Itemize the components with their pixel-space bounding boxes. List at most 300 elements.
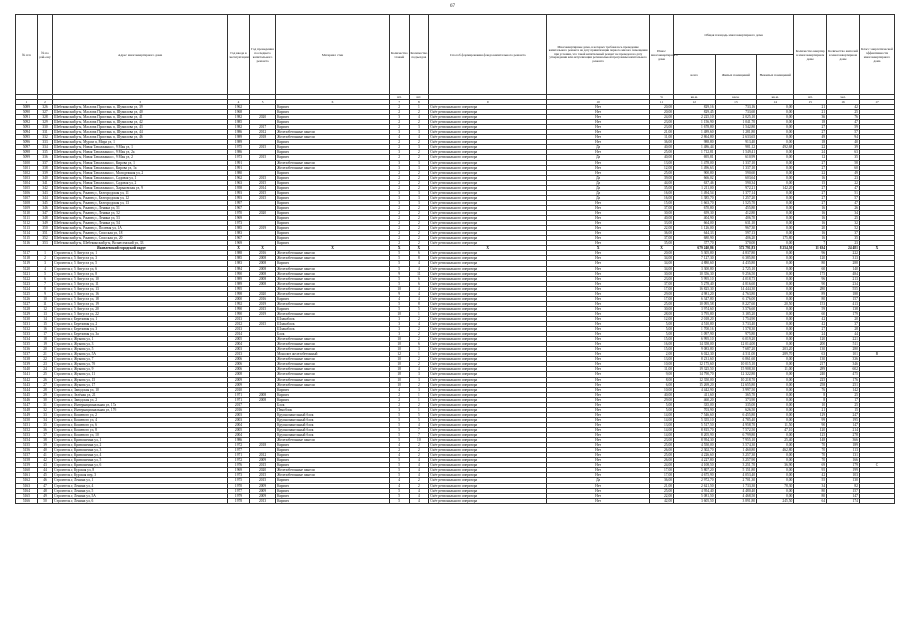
table-cell: Железобетонные панели — [276, 160, 390, 165]
table-cell: 6 019,20 — [715, 337, 757, 342]
table-cell: Да — [547, 185, 650, 190]
table-cell: 25,00 — [650, 301, 674, 306]
table-cell: Шебекинский р-н, Ржавец с, Ленина ул, 51 — [53, 205, 228, 210]
table-cell: Шебекинский р-н, Ржавец с, Ленина ул, 53 — [53, 216, 228, 221]
table-cell: 10 — [37, 296, 52, 301]
table-cell: Счёт регионального оператора — [429, 115, 547, 120]
table-cell: 5 — [389, 261, 409, 266]
table-cell: 42 — [37, 458, 52, 463]
table-cell: 5129 — [16, 311, 38, 316]
table-cell: 2 — [389, 145, 409, 150]
table-cell: 610,99 — [715, 155, 757, 160]
table-cell: Строитель г, Жукова ул, 3 — [53, 342, 228, 347]
table-cell: Нет — [547, 337, 650, 342]
table-cell: Кирпич — [276, 185, 390, 190]
table-cell: 4 468,50 — [715, 493, 757, 498]
table-cell: 2015 — [249, 175, 275, 180]
table-cell: 2 725,10 — [715, 266, 757, 271]
table-cell: 5091 — [16, 115, 38, 120]
table-cell: 1 211,00 — [674, 185, 716, 190]
table-cell: 2019 — [249, 311, 275, 316]
table-cell: 1983 — [228, 231, 250, 236]
table-cell: Строитель г, 5 Августа ул, 1 — [53, 251, 228, 256]
table-cell: 27 — [794, 185, 827, 190]
table-cell: 2 — [409, 170, 429, 175]
table-cell: 330 — [37, 125, 52, 130]
table-cell: 0,00 — [757, 120, 794, 125]
table-cell: 8 205,90 — [674, 433, 716, 438]
table-cell: 0,00 — [757, 332, 794, 337]
header-cell: всего — [674, 55, 716, 95]
table-cell: Нет — [547, 231, 650, 236]
table-cell: Строитель г, Ленина ул, 5 — [53, 488, 228, 493]
table-cell: 33,00 — [650, 221, 674, 226]
table-cell: 5 — [389, 251, 409, 256]
table-cell: Нет — [547, 458, 650, 463]
table-cell: 18 — [389, 367, 409, 372]
table-cell: 6 385,80 — [715, 256, 757, 261]
column-index-cell: 14 — [757, 100, 794, 105]
table-cell: Нет — [547, 402, 650, 407]
table-cell: 1958 — [228, 185, 250, 190]
table-cell: Счёт регионального оператора — [429, 221, 547, 226]
table-cell: Счёт регионального оператора — [429, 200, 547, 205]
table-cell: 3 — [389, 195, 409, 200]
table-cell: 289,70 — [757, 352, 794, 357]
table-cell: 5139 — [16, 362, 38, 367]
table-cell: 2 025,10 — [715, 115, 757, 120]
table-cell: Строитель г, Кошевого ул, 2 — [53, 412, 228, 417]
table-cell: 975,80 — [715, 332, 757, 337]
table-cell: Нет — [547, 367, 650, 372]
table-cell: Железобетонные панели — [276, 347, 390, 352]
table-cell: 2 — [37, 256, 52, 261]
table-cell: Да — [547, 190, 650, 195]
column-index-cell: 2 — [37, 100, 52, 105]
table-cell: 175,80 — [757, 236, 794, 241]
table-cell: 26 — [37, 377, 52, 382]
table-cell: 41 — [37, 453, 52, 458]
table-cell: 15,00 — [650, 337, 674, 342]
table-cell: 13,00 — [650, 422, 674, 427]
table-cell: 2 — [389, 226, 409, 231]
table-cell: Нет — [547, 110, 650, 115]
table-cell: 20 — [794, 226, 827, 231]
table-cell: Кирпич — [276, 195, 390, 200]
table-cell: 16 — [37, 327, 52, 332]
table-cell: 5 — [389, 458, 409, 463]
table-cell: 45 — [37, 473, 52, 478]
table-cell: Кирпич — [276, 448, 390, 453]
table-cell: 14 444,30 — [715, 286, 757, 291]
table-cell: 2 — [389, 120, 409, 125]
table-cell: Кирпич — [276, 190, 390, 195]
table-cell: Нет — [547, 352, 650, 357]
table-cell: 5124 — [16, 286, 38, 291]
table-cell: 5 — [389, 417, 409, 422]
table-cell: 5151 — [16, 422, 38, 427]
table-cell: 5145 — [16, 392, 38, 397]
table-cell: 1986 — [228, 438, 250, 443]
table-cell: 188 — [827, 291, 860, 296]
table-cell: Нет — [547, 417, 650, 422]
table-cell: Шебекинский р-н, Маслова Пристань п, Шумилова ул, 46 — [53, 135, 228, 140]
table-cell: Счёт регионального оператора — [429, 231, 547, 236]
table-cell: Шебекинский р-н, Маслова Пристань п, Шумилова ул, 43 — [53, 125, 228, 130]
table-cell: 37 — [827, 322, 860, 327]
table-cell: 2015 — [249, 155, 275, 160]
table-cell: 2 — [389, 170, 409, 175]
table-cell: 3 — [409, 347, 429, 352]
table-cell: Кирпич — [276, 200, 390, 205]
table-cell: 70 — [794, 453, 827, 458]
table-cell: 19 325,50 — [674, 367, 716, 372]
table-cell: Нет — [547, 362, 650, 367]
table-cell: 40,00 — [650, 145, 674, 150]
table-cell: 213 — [827, 276, 860, 281]
table-cell: 0,00 — [757, 407, 794, 412]
table-cell: 5165 — [16, 493, 38, 498]
table-cell: 3 974,60 — [674, 306, 716, 311]
table-cell: Кирпич — [276, 120, 390, 125]
table-cell: 4 — [409, 422, 429, 427]
column-index-cell: 10 — [547, 100, 650, 105]
table-cell: 0,00 — [757, 205, 794, 210]
section-cell: X — [276, 246, 390, 251]
table-cell: Счёт регионального оператора — [429, 372, 547, 377]
table-cell: 125 — [794, 433, 827, 438]
table-cell: 339 — [37, 170, 52, 175]
table-cell: Железобетонные панели — [276, 256, 390, 261]
table-cell: 2012 — [249, 130, 275, 135]
table-cell: Шебекинский р-н, Маслова Пристань п, Шумилова ул, 42 — [53, 120, 228, 125]
header-cell: Способ формирования фонда капитального ремонта — [429, 15, 547, 95]
table-cell: 2 — [389, 205, 409, 210]
table-cell: 225 — [794, 377, 827, 382]
table-cell: 462,80 — [757, 448, 794, 453]
table-cell: Нет — [547, 316, 650, 321]
table-cell: 5133 — [16, 332, 38, 337]
table-cell: 35,00 — [650, 241, 674, 246]
table-cell: 2008 — [249, 281, 275, 286]
table-cell: 2015 — [249, 195, 275, 200]
table-cell: 217 — [794, 362, 827, 367]
table-cell: 103 — [827, 473, 860, 478]
table-cell: 15 — [827, 407, 860, 412]
table-cell: 404,90 — [674, 216, 716, 221]
section-cell: X — [228, 246, 250, 251]
table-cell: 23 — [827, 241, 860, 246]
table-cell: Счёт регионального оператора — [429, 473, 547, 478]
table-cell: 57 — [827, 195, 860, 200]
table-cell: 313 — [827, 256, 860, 261]
table-cell: 39 — [827, 145, 860, 150]
table-cell: 455,80 — [715, 205, 757, 210]
table-cell: 1986 — [228, 150, 250, 155]
table-cell: Счёт регионального оператора — [429, 422, 547, 427]
table-cell: 245,50 — [757, 498, 794, 503]
table-cell: Счёт регионального оператора — [429, 301, 547, 306]
table-cell: 2012 — [228, 322, 250, 327]
table-cell: 21 — [794, 407, 827, 412]
table-cell: 1995 — [228, 286, 250, 291]
table-cell: Монолит железобетонный — [276, 352, 390, 357]
table-cell: 25 — [827, 392, 860, 397]
table-header — [16, 15, 895, 105]
table-cell: 15,00 — [650, 200, 674, 205]
table-cell: 48 — [37, 488, 52, 493]
table-cell: 2 — [389, 402, 409, 407]
table-cell: 4 — [409, 296, 429, 301]
table-cell: 0,00 — [757, 226, 794, 231]
table-cell: 47 — [37, 483, 52, 488]
table-cell: Нет — [547, 160, 650, 165]
table-cell: Строитель г, Жукова ул, 11 — [53, 372, 228, 377]
table-cell: 3 251,70 — [715, 463, 757, 468]
table-cell: 4 — [409, 493, 429, 498]
table-cell: 2 — [389, 397, 409, 402]
table-cell: 40,00 — [650, 155, 674, 160]
table-cell: Нет — [547, 407, 650, 412]
table-cell: 11 — [409, 271, 429, 276]
table-cell: 5130 — [16, 316, 38, 321]
table-cell: 2 — [409, 236, 429, 241]
table-cell: Нет — [547, 448, 650, 453]
table-cell: 25 — [827, 402, 860, 407]
table-cell: 12 175,60 — [674, 362, 716, 367]
table-cell: Строитель г, 5 Августа ул, 19 — [53, 301, 228, 306]
table-cell: 5105 — [16, 185, 38, 190]
table-cell: 5138 — [16, 357, 38, 362]
table-cell: 0,00 — [757, 135, 794, 140]
table-body — [16, 105, 895, 504]
table-cell: 12 — [389, 352, 409, 357]
table-cell: 4 — [389, 135, 409, 140]
table-cell: 25 — [827, 110, 860, 115]
table-cell: Строитель г, 5 Августа ул, 11 — [53, 281, 228, 286]
table-cell: 5116 — [16, 241, 38, 246]
table-cell: Строитель г, Кривошеина ул, 1 — [53, 438, 228, 443]
table-cell: 32 — [37, 407, 52, 412]
table-cell: 5162 — [16, 478, 38, 483]
table-cell: 7 546,60 — [674, 412, 716, 417]
table-cell: 967,30 — [715, 226, 757, 231]
table-cell: 16 — [794, 221, 827, 226]
table-cell: 0,00 — [757, 488, 794, 493]
table-cell: Кирпич — [276, 110, 390, 115]
table-cell: Шлакоблок — [276, 327, 390, 332]
table-cell: 0,00 — [757, 458, 794, 463]
table-cell: 334 — [37, 145, 52, 150]
table-cell: 34 — [794, 483, 827, 488]
table-cell: 25,00 — [650, 488, 674, 493]
table-cell: 5119 — [16, 261, 38, 266]
table-cell: 5 151,80 — [715, 468, 757, 473]
table-cell: 5 — [409, 412, 429, 417]
table-cell: 913,40 — [715, 140, 757, 145]
table-cell: 22,00 — [650, 226, 674, 231]
table-cell: 5 — [389, 433, 409, 438]
table-cell: 2015 — [249, 463, 275, 468]
table-cell: 2006 — [228, 362, 250, 367]
table-cell: Строитель г, Березовая ул, 3а — [53, 332, 228, 337]
table-cell: Железобетонные панели — [276, 337, 390, 342]
table-cell: Нет — [547, 271, 650, 276]
table-cell: 14 — [37, 316, 52, 321]
table-cell: 348 — [37, 216, 52, 221]
table-cell: 2 — [389, 155, 409, 160]
table-cell: Шебекинский р-н, Новая Таволжанка с, 9 Мая ул, 2 — [53, 155, 228, 160]
table-cell: 1969 — [228, 216, 250, 221]
table-cell: 4 675,90 — [674, 473, 716, 478]
table-cell: 1 — [409, 352, 429, 357]
table-cell: 175 — [794, 271, 827, 276]
table-cell: 1971 — [228, 392, 250, 397]
table-cell: 5 — [389, 463, 409, 468]
table-cell: 5 — [389, 266, 409, 271]
table-cell: Строитель г, Кривошеина ул, 5 — [53, 458, 228, 463]
table-cell: 0,00 — [757, 493, 794, 498]
table-cell: 5122 — [16, 276, 38, 281]
table-cell: Счёт регионального оператора — [429, 412, 547, 417]
table-cell: 70 — [794, 443, 827, 448]
table-cell: 5135 — [16, 342, 38, 347]
table-cell: 5142 — [16, 377, 38, 382]
table-cell: Крупнопанельный блок — [276, 422, 390, 427]
table-cell: 5 — [389, 468, 409, 473]
table-cell: 2 633,65 — [715, 135, 757, 140]
table-cell: 2010 — [228, 387, 250, 392]
table-cell: 17,00 — [650, 296, 674, 301]
table-cell: 27 — [794, 195, 827, 200]
table-cell: Счёт регионального оператора — [429, 241, 547, 246]
table-cell: 15 908,30 — [715, 367, 757, 372]
table-cell: 5 517,50 — [674, 422, 716, 427]
table-cell: 59 — [794, 306, 827, 311]
table-cell: Шебекинский р-н, Новая Таволжанка с, 9 Мая ул, 2а — [53, 150, 228, 155]
table-cell: 69 — [794, 463, 827, 468]
table-cell: 42,00 — [650, 498, 674, 503]
table-cell: Счёт регионального оператора — [429, 458, 547, 463]
table-cell: 3 997,50 — [715, 387, 757, 392]
table-cell: Строитель г, 5 Августа ул, 16 — [53, 291, 228, 296]
table-cell: 0,00 — [757, 165, 794, 170]
table-cell: С — [859, 463, 894, 468]
table-cell: 2008 — [249, 397, 275, 402]
table-cell: 4 837,80 — [715, 251, 757, 256]
table-cell: 80 — [794, 261, 827, 266]
table-cell: 988,80 — [674, 140, 716, 145]
table-cell: Счёт регионального оператора — [429, 362, 547, 367]
table-cell: Счёт регионального оператора — [429, 342, 547, 347]
page-number: 67 — [450, 4, 455, 9]
table-cell: 5104 — [16, 180, 38, 185]
table-cell: 3 — [409, 145, 429, 150]
table-cell: Нет — [547, 387, 650, 392]
table-cell: Строитель г, Березовая ул, 2 — [53, 322, 228, 327]
table-cell: 2 701,30 — [715, 478, 757, 483]
table-cell: Шебекинский р-н, Новая Таволжанка с, Садовая ул, 1 — [53, 175, 228, 180]
table-cell: Нет — [547, 150, 650, 155]
table-cell: 2004 — [228, 433, 250, 438]
table-cell: Счёт регионального оператора — [429, 322, 547, 327]
table-cell: Нет — [547, 226, 650, 231]
table-cell: 3 — [389, 327, 409, 332]
table-cell: 6 799,80 — [715, 433, 757, 438]
table-cell: 4 — [409, 367, 429, 372]
table-cell: Кирпич — [276, 443, 390, 448]
table-cell: 258 — [794, 382, 827, 387]
table-cell: 10 218,70 — [715, 377, 757, 382]
table-cell: 3 — [409, 387, 429, 392]
table-cell: 8 — [794, 392, 827, 397]
table-cell: 11,50 — [757, 422, 794, 427]
table-cell: Счёт регионального оператора — [429, 261, 547, 266]
table-cell: 2 — [409, 448, 429, 453]
table-cell: 29 — [37, 392, 52, 397]
table-cell: 5155 — [16, 443, 38, 448]
table-cell: 23,00 — [650, 276, 674, 281]
table-cell: 24,00 — [650, 115, 674, 120]
table-cell: 3 — [389, 332, 409, 337]
header-cell: Жилых помещений — [715, 55, 757, 95]
table-cell: Нет — [547, 130, 650, 135]
table-cell: 2 — [409, 316, 429, 321]
table-cell: 222 — [827, 251, 860, 256]
table-cell: Кирпич — [276, 221, 390, 226]
table-cell: 2 — [389, 125, 409, 130]
table-cell: Нет — [547, 327, 650, 332]
table-cell: Нет — [547, 296, 650, 301]
table-cell: 101 — [827, 352, 860, 357]
table-cell: 3 — [409, 372, 429, 377]
table-cell: 335,00 — [674, 402, 716, 407]
table-cell: 1989 — [228, 281, 250, 286]
table-cell: Строитель г, 5 Августа ул, 13 — [53, 286, 228, 291]
table-cell: 6 022,30 — [674, 352, 716, 357]
table-cell: 179 — [827, 311, 860, 316]
table-cell: 337 — [37, 160, 52, 165]
table-cell: 36,00 — [650, 231, 674, 236]
table-cell: Счёт регионального оператора — [429, 407, 547, 412]
table-cell: Железобетонные панели — [276, 367, 390, 372]
table-cell: 6 176,00 — [715, 296, 757, 301]
table-cell: 29,00 — [650, 397, 674, 402]
table-cell: 9,00 — [650, 372, 674, 377]
table-cell: 23 — [827, 175, 860, 180]
table-cell: 2 — [409, 337, 429, 342]
table-cell: Счёт регионального оператора — [429, 443, 547, 448]
table-cell: 16 — [794, 210, 827, 215]
table-cell: Крупнопанельный блок — [276, 412, 390, 417]
table-cell: 1982 — [228, 125, 250, 130]
table-cell: 2 — [409, 210, 429, 215]
table-cell: 5153 — [16, 433, 38, 438]
table-cell: 2 — [409, 443, 429, 448]
table-cell: 47 — [827, 120, 860, 125]
table-cell: 4 958,70 — [715, 422, 757, 427]
header-cell: Многоквартирные дома, в которых требовалось проведение капитального ремонта на дату приватизации первого жилого помещения при условии, что такой капитальный ремонт не проведен на дату утверждения или актуализации региональной программы капитального ремонта — [547, 15, 650, 95]
table-cell: 3 — [389, 322, 409, 327]
table-cell: 166 — [827, 458, 860, 463]
table-cell: 20,00 — [650, 105, 674, 110]
table-cell: Нет — [547, 140, 650, 145]
table-cell: 5092 — [16, 120, 38, 125]
table-cell: 5 — [409, 417, 429, 422]
table-cell: 44,00 — [650, 180, 674, 185]
table-cell: Да — [547, 175, 650, 180]
table-cell: 1989 — [228, 276, 250, 281]
